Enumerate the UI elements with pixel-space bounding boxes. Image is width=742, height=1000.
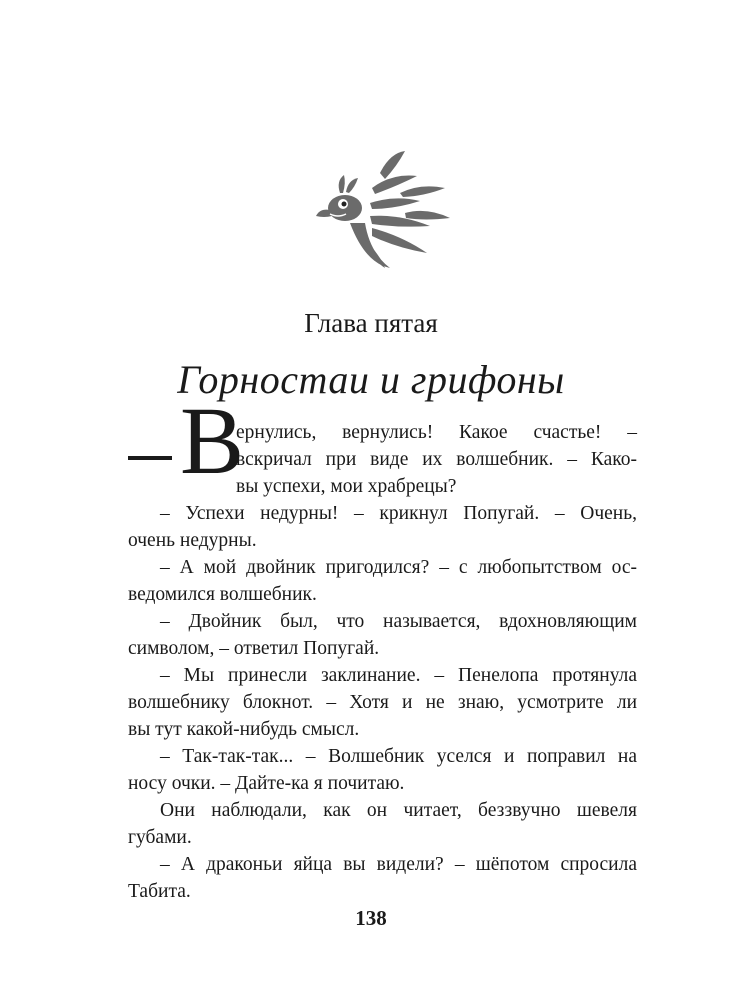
text-line: ернулись, вернулись! Какое счастье! – [236,422,637,443]
text-line: – Мы принесли заклинание. – Пенелопа протянула [160,665,637,686]
text-line: – Успехи недурны! – крикнул Попугай. – Очень, [160,503,637,524]
chapter-number: Глава пятая [304,308,438,338]
text-line: ведомился волшебник. [128,584,317,605]
drop-cap: В [180,387,245,494]
drop-dash [128,456,172,460]
text-line: Они наблюдали, как он читает, беззвучно шевеля [160,800,637,821]
text-line: – Так-так-так... – Волшебник уселся и поправил на [160,746,637,767]
text-line: очень недурны. [128,530,257,551]
text-line: волшебнику блокнот. – Хотя и не знаю, усмотрите ли [128,692,637,713]
text-line: вы тут какой-нибудь смысл. [128,719,360,740]
text-line: вы успехи, мои храбрецы? [236,476,457,497]
text-line: – А драконьи яйца вы видели? – шёпотом спросила [160,854,637,875]
text-line: – А мой двойник пригодился? – с любопытством ос- [160,557,637,578]
text-line: вскричал при виде их волшебник. – Како- [236,449,637,470]
chapter-title: Горностаи и грифоны [177,357,565,402]
text-line: носу очки. – Дайте-ка я почитаю. [128,773,405,794]
text-line: губами. [128,827,192,848]
text-line: символом, – ответил Попугай. [128,638,380,659]
page-number: 138 [355,906,387,930]
text-line: Табита. [128,881,191,902]
text-line: – Двойник был, что называется, вдохновляющим [160,611,637,632]
bird-ornament-icon [310,148,455,273]
